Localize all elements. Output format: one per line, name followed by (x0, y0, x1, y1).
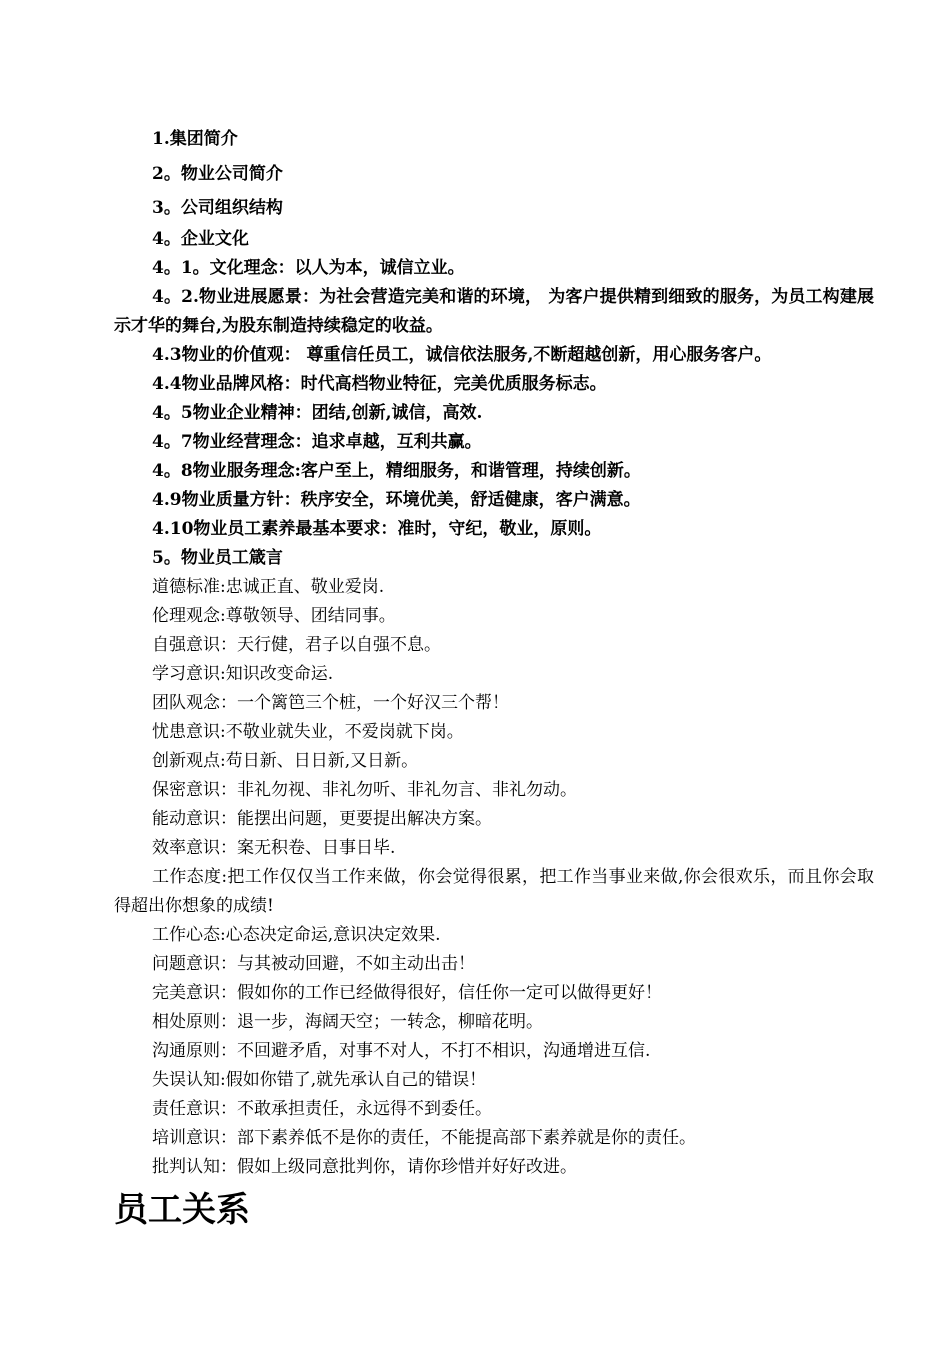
motto-item: 相处原则：退一步，海阔天空；一转念，柳暗花明。 (152, 1012, 543, 1032)
toc-item: 4。企业文化 (152, 229, 249, 249)
culture-item: 4.9物业质量方针：秩序安全，环境优美，舒适健康，客户满意。 (152, 490, 641, 510)
motto-item: 培训意识：部下素养低不是你的责任，不能提高部下素养就是你的责任。 (152, 1128, 696, 1148)
motto-item: 团队观念：一个篱笆三个桩，一个好汉三个帮！ (152, 693, 509, 713)
motto-item: 忧患意识:不敬业就失业，不爱岗就下岗。 (152, 722, 464, 742)
culture-item: 4。8物业服务理念:客户至上，精细服务，和谐管理，持续创新。 (152, 461, 641, 481)
motto-item: 学习意识:知识改变命运. (152, 664, 334, 684)
motto-item: 沟通原则：不回避矛盾，对事不对人，不打不相识，沟通增进互信. (152, 1041, 651, 1061)
motto-item: 责任意识：不敢承担责任，永远得不到委任。 (152, 1099, 492, 1119)
motto-item: 失误认知:假如你错了,就先承认自己的错误！ (152, 1070, 487, 1090)
motto-item: 创新观点:苟日新、日日新,又日新。 (152, 751, 419, 771)
motto-item: 完美意识：假如你的工作已经做得很好，信任你一定可以做得更好！ (152, 983, 662, 1003)
motto-item: 效率意识：案无积卷、日事日毕. (152, 838, 396, 858)
toc-item: 2。物业公司简介 (152, 164, 283, 184)
toc-item: 3。公司组织结构 (152, 198, 283, 218)
culture-item: 4。2.物业进展愿景：为社会营造完美和谐的环境， 为客户提供精到细致的服务，为员工构建展示才华的舞台,为股东制造持续稳定的收益。 (114, 287, 874, 336)
culture-item: 4。5物业企业精神：团结,创新,诚信，高效. (152, 403, 483, 423)
motto-item: 能动意识：能摆出问题，更要提出解决方案。 (152, 809, 492, 829)
toc-item: 1.集团简介 (152, 129, 238, 149)
motto-item: 道德标准:忠诚正直、敬业爱岗. (152, 577, 385, 597)
culture-item: 4。1。文化理念：以人为本，诚信立业。 (152, 258, 465, 278)
motto-section-title: 5。物业员工箴言 (152, 548, 283, 568)
culture-item: 4.4物业品牌风格：时代高档物业特征，完美优质服务标志。 (152, 374, 607, 394)
motto-item: 工作态度:把工作仅仅当工作来做，你会觉得很累，把工作当事业来做,你会很欢乐，而且你会取得超出你想象的成绩! (114, 867, 874, 916)
section-heading: 员工关系 (114, 1190, 250, 1230)
culture-item: 4。7物业经营理念：追求卓越，互利共赢。 (152, 432, 482, 452)
motto-item: 问题意识：与其被动回避，不如主动出击！ (152, 954, 475, 974)
culture-item: 4.10物业员工素养最基本要求：准时，守纪，敬业，原则。 (152, 519, 602, 539)
motto-item: 伦理观念:尊敬领导、团结同事。 (152, 606, 396, 626)
motto-item: 保密意识：非礼勿视、非礼勿听、非礼勿言、非礼勿动。 (152, 780, 577, 800)
motto-item: 自强意识：天行健，君子以自强不息。 (152, 635, 441, 655)
motto-item: 工作心态:心态决定命运,意识决定效果. (152, 925, 441, 945)
culture-item: 4.3物业的价值观： 尊重信任员工，诚信依法服务,不断超越创新，用心服务客户。 (152, 345, 772, 365)
document-body (114, 123, 874, 1234)
motto-item: 批判认知：假如上级同意批判你，请你珍惜并好好改进。 (152, 1157, 577, 1177)
